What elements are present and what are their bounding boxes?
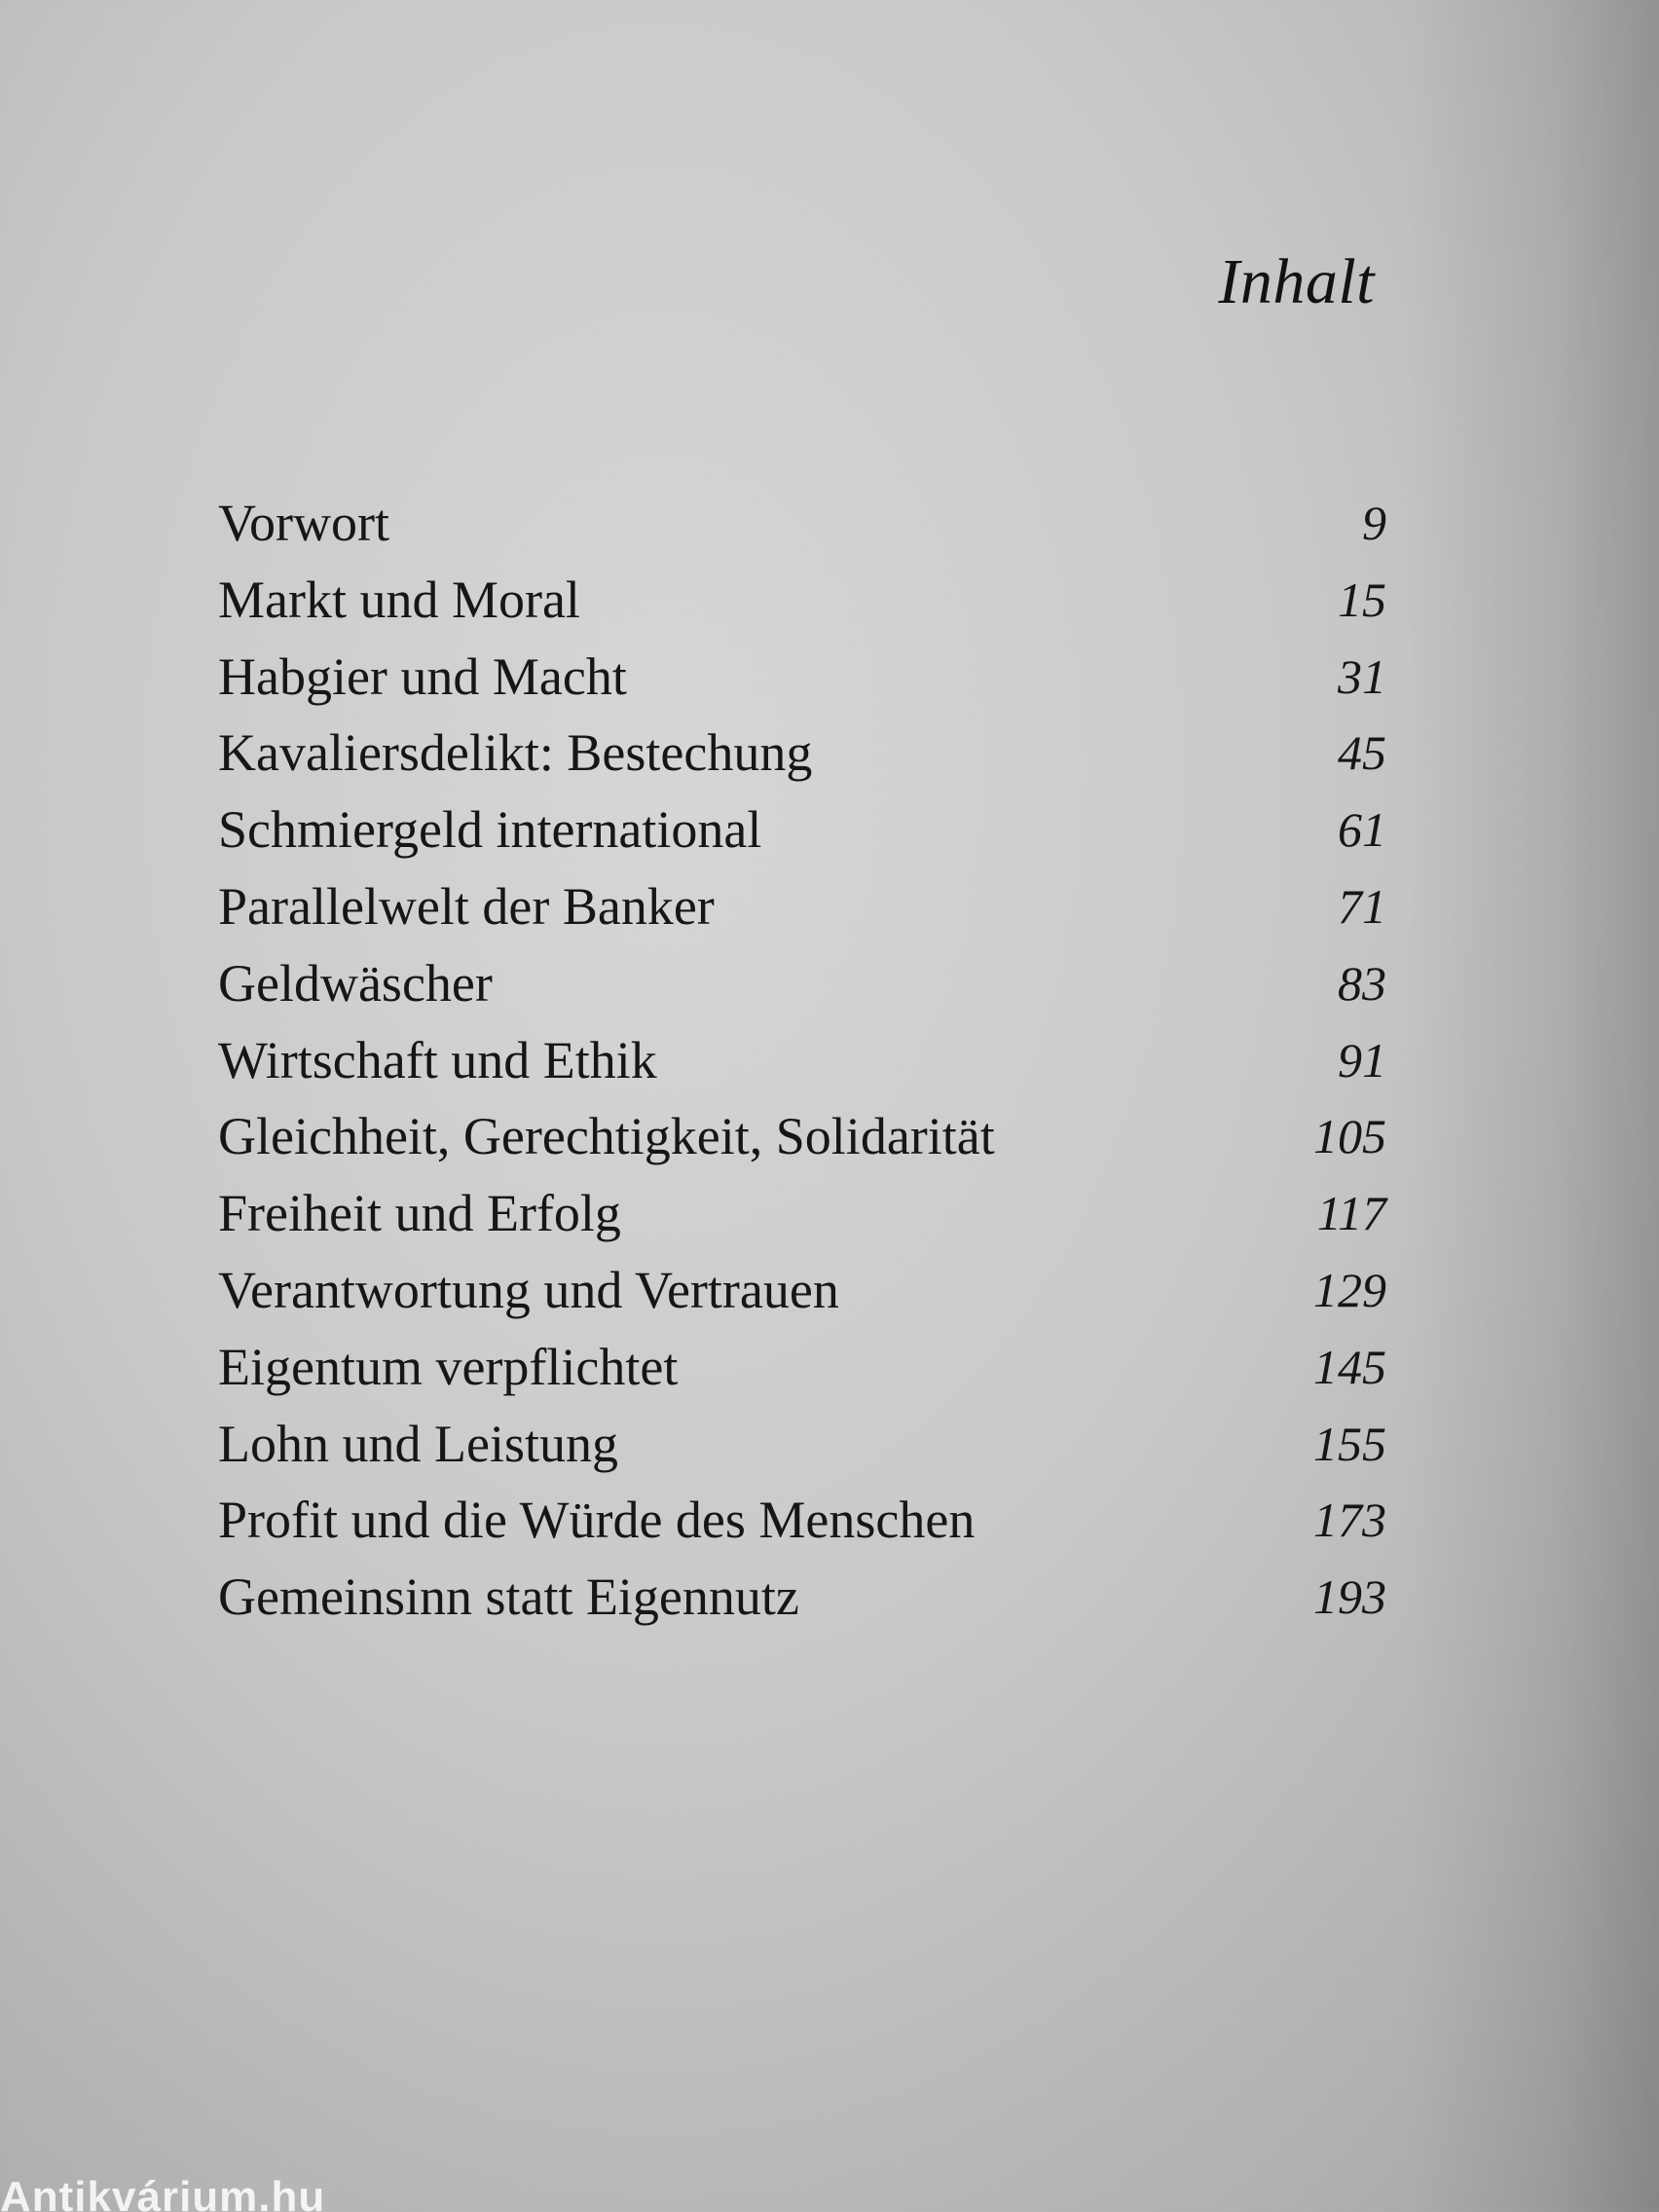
toc-entry-page: 117: [1316, 1186, 1386, 1241]
toc-entry: [218, 562, 1386, 639]
toc-entry-page: 193: [1313, 1569, 1386, 1625]
toc-entry-title: Habgier und Macht: [218, 646, 627, 706]
toc-entry: [218, 1175, 1386, 1252]
toc-entry-title: Schmiergeld international: [218, 800, 762, 860]
toc-entry-title: Markt und Moral: [218, 570, 580, 629]
toc-entry-page: 61: [1338, 802, 1386, 858]
toc-entry-page: 145: [1313, 1339, 1386, 1394]
toc-entry-page: 105: [1313, 1109, 1386, 1164]
toc-entry-page: 45: [1338, 725, 1386, 781]
toc-entry-title: Gleichheit, Gerechtigkeit, Solidarität: [218, 1107, 995, 1166]
toc-entry-title: Wirtschaft und Ethik: [218, 1030, 657, 1089]
toc-entry: [218, 1098, 1386, 1175]
toc-entry: [218, 1329, 1386, 1406]
toc-entry-title: Gemeinsinn statt Eigennutz: [218, 1567, 799, 1627]
toc-entry-page: 173: [1313, 1493, 1386, 1548]
toc-entry-page: 9: [1362, 496, 1386, 550]
toc-entry-title: Profit und die Würde des Menschen: [218, 1491, 976, 1550]
toc-entry-page: 83: [1338, 955, 1386, 1011]
toc-entry-page: 31: [1338, 648, 1386, 704]
toc-entry: [218, 485, 1386, 562]
toc-entry: [218, 1559, 1386, 1636]
toc-entry-title: Geldwäscher: [218, 953, 493, 1013]
toc-entry: [218, 1482, 1386, 1559]
toc-entry: [218, 639, 1386, 716]
toc-entry-page: 15: [1338, 571, 1386, 627]
toc-entry-title: Freiheit und Erfolg: [218, 1184, 621, 1243]
toc-entry: [218, 868, 1386, 945]
toc-entry: [218, 1406, 1386, 1483]
toc-entry-title: Verantwortung und Vertrauen: [218, 1260, 839, 1319]
toc-entry-page: 129: [1313, 1262, 1386, 1317]
toc-entry-page: 155: [1313, 1416, 1386, 1471]
toc-entry-title: Parallelwelt der Banker: [218, 876, 715, 936]
toc-entry: [218, 715, 1386, 792]
toc-entry: [218, 1252, 1386, 1329]
table-of-contents: [218, 485, 1386, 1636]
toc-entry-page: 71: [1338, 878, 1386, 934]
watermark: Antikvárium.hu: [0, 2173, 326, 2212]
toc-entry: [218, 945, 1386, 1022]
toc-entry-page: 91: [1338, 1032, 1386, 1088]
toc-entry: [218, 792, 1386, 868]
toc-entry-title: Kavaliersdelikt: Bestechung: [218, 723, 813, 783]
page-shadow: [1406, 0, 1659, 2212]
toc-entry-title: Vorwort: [218, 494, 390, 552]
toc-entry-title: Lohn und Leistung: [218, 1414, 618, 1473]
toc-entry-title: Eigentum verpflichtet: [218, 1337, 679, 1396]
page-title: Inhalt: [1218, 246, 1375, 317]
toc-entry: [218, 1022, 1386, 1099]
